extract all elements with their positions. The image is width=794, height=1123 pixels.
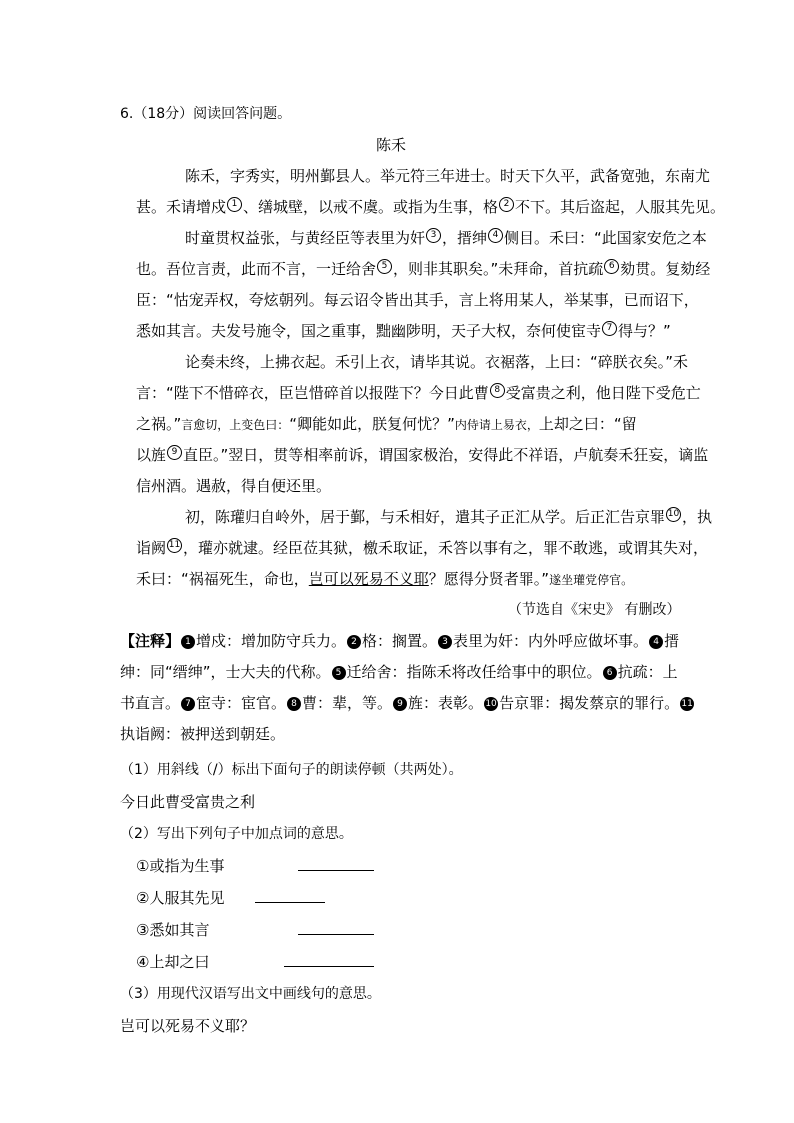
notes-line: 执诣阙：被押送到朝廷。	[120, 725, 286, 743]
passage-line: 时童贯权益张，与黄经臣等表里为奸 3 ，搢绅 4 侧目。禾曰：“此国家安危之本	[185, 229, 707, 247]
passage-line: 诣阙 11 ，瓘亦就逮。经臣莅其狱，檄禾取证，禾答以事有之，罪不敢逃，或谓其失对，	[136, 539, 709, 557]
passage-line: 之祸。”言愈切，上变色曰：“卿能如此，朕复何忧？”内侍请上易衣，上却之曰：“留	[136, 415, 637, 433]
underlined-sentence: 岂可以死易不义耶	[308, 570, 429, 588]
question-1: （1）用斜线（/）标出下面句子的朗读停顿（共两处）。	[120, 762, 463, 778]
notes-line: 书直言。 7 宦寺：宦官。 8 曹：辈，等。 9 旌：表彰。 10 告京罪：揭发蔡京的罪行。 11	[120, 694, 693, 712]
passage-line: 禾曰：“祸福死生，命也，岂可以死易不义耶？愿得分贤者罪。”遂坐瓘党停官。	[136, 570, 634, 588]
notes-line: 绅：同“缙绅”，士大夫的代称。 5 迁给舍：指陈禾将改任给事中的职位。 6 抗疏：上	[120, 663, 678, 681]
passage-title: 陈禾	[376, 136, 407, 154]
answer-blank[interactable]	[284, 952, 374, 967]
question-header: 6.（18分）阅读回答问题。	[120, 106, 292, 122]
note-marker: 3	[426, 228, 441, 243]
answer-blank[interactable]	[255, 888, 325, 903]
passage-line: 以旌 9 直臣。”翌日，贯等相率前诉，谓国家极治，安得此不祥语，卢航奏禾狂妄，谪监	[136, 446, 709, 464]
question-2-item: ③悉如其言	[136, 921, 210, 939]
question-1-sentence: 今日此曹受富贵之利	[120, 793, 256, 811]
passage-line: 论奏未终，上拂衣起。禾引上衣，请毕其说。衣裾落，上曰：“碎朕衣矣。”禾	[185, 353, 689, 371]
passage-line: 陈禾，字秀实，明州鄞县人。举元符三年进士。时天下久平，武备宽弛，东南尤	[185, 167, 711, 185]
passage-line: 臣：“怙宠弄权，夸炫朝列。每云诏令皆出其手，言上将用某人，举某事，已而诏下，	[136, 291, 699, 309]
note-marker: 5	[377, 259, 392, 274]
note-marker: 9	[167, 445, 182, 460]
note-marker: 1	[227, 197, 242, 212]
note-marker: 7	[602, 321, 617, 336]
passage-line: 也。吾位言责，此而不言，一迁给舍 5 ，则非其职矣。”未拜命，首抗疏 6 劾贯。复劾经	[136, 260, 711, 278]
passage-line: 悉如其言。夫发号施令，国之重事，黜幽陟明，天子大权，奈何使宦寺 7 得与？”	[136, 322, 671, 340]
notes-line: 【注释】 1 增戍：增加防守兵力。 2 格：搁置。 3 表里为奸：内外呼应做坏事。 4 搢	[120, 632, 680, 650]
source-note: （节选自《宋史》 有删改）	[508, 602, 681, 618]
note-marker: 2	[499, 197, 514, 212]
answer-blank[interactable]	[298, 920, 374, 935]
question-2-item: ①或指为生事	[136, 857, 225, 875]
passage-line: 言：“陛下不惜碎衣，臣岂惜碎首以报陛下？今日此曹 8 受富贵之利，他日陛下受危亡	[136, 384, 701, 402]
question-2-item: ②人服其先见	[136, 889, 225, 907]
answer-blank[interactable]	[298, 856, 374, 871]
note-marker: 4	[488, 228, 503, 243]
passage-line: 甚。禾请增戍 1 、缮城壁，以戒不虞。或指为生事，格 2 不下。其后盗起，人服其先见。	[136, 198, 726, 216]
question-2-item: ④上却之曰	[136, 953, 210, 971]
note-marker: 6	[604, 259, 619, 274]
passage-line: 信州酒。遇赦，得自便还里。	[136, 477, 332, 495]
question-2: （2）写出下列句子中加点词的意思。	[120, 826, 353, 842]
note-marker: 11	[167, 538, 182, 553]
note-marker: 8	[490, 383, 505, 398]
question-3: （3）用现代汉语写出文中画线句的意思。	[120, 986, 381, 1002]
note-marker: 10	[666, 507, 681, 522]
question-3-sentence: 岂可以死易不义耶？	[120, 1017, 256, 1035]
passage-line: 初，陈瓘归自岭外，居于鄞，与禾相好，遣其子正汇从学。后正汇告京罪 10 ，执	[185, 508, 713, 526]
